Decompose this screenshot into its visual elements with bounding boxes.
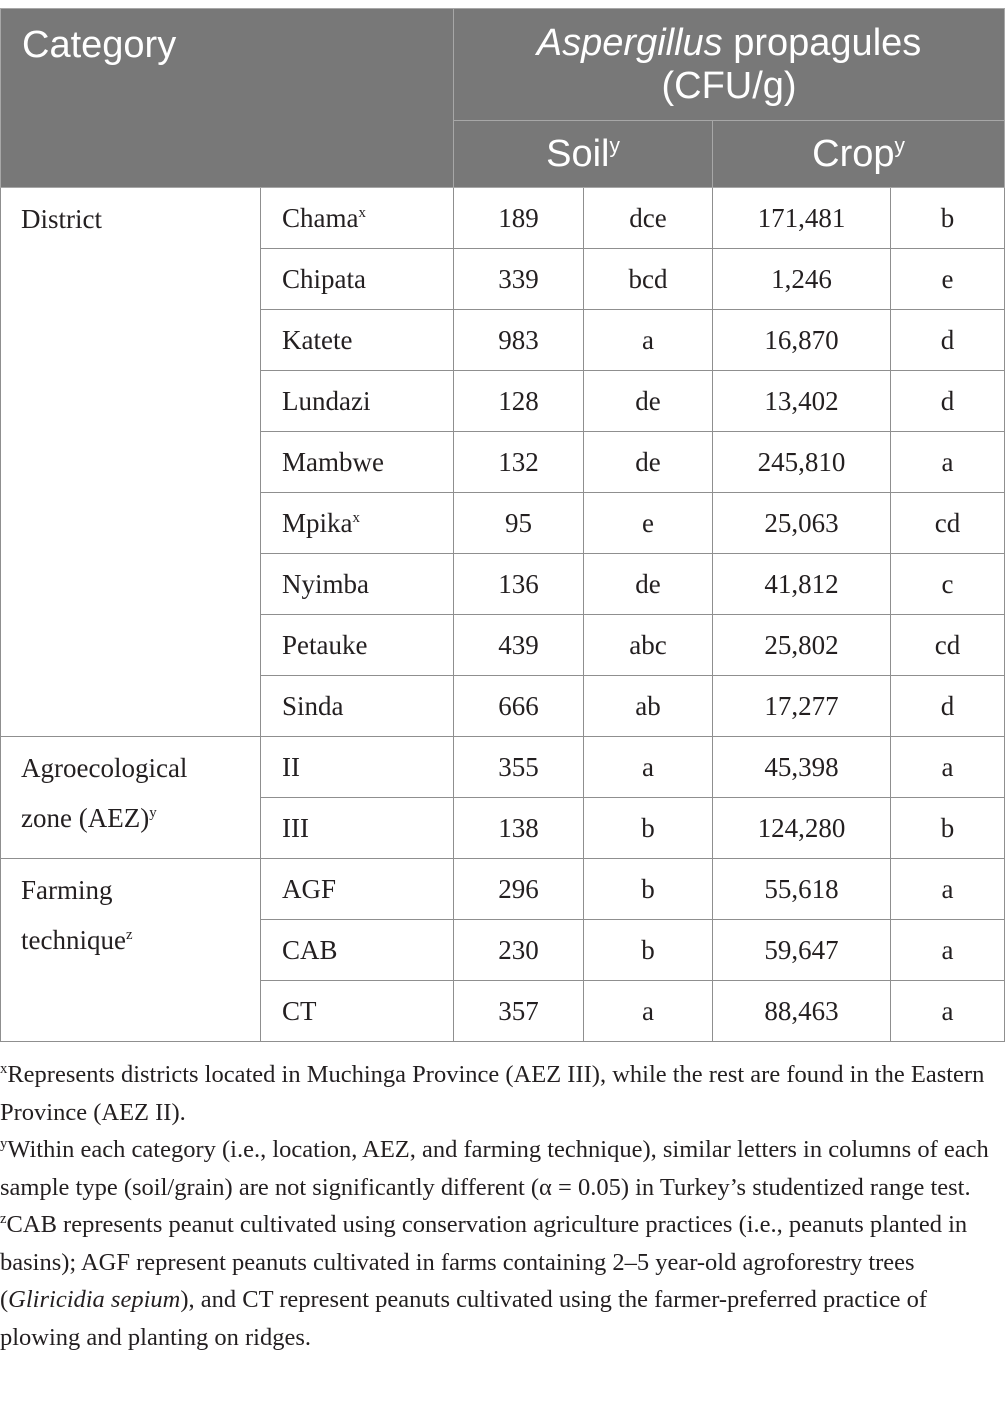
crop-significance-letter: d: [891, 310, 1005, 371]
table-row: [1, 188, 1005, 249]
footnote-marker: z: [0, 1210, 7, 1227]
footnote-marker: x: [352, 509, 360, 526]
row-label: Lundazi: [261, 371, 454, 432]
crop-cfu-value: 124,280: [713, 798, 891, 859]
crop-significance-letter: a: [891, 859, 1005, 920]
row-label: Mambwe: [261, 432, 454, 493]
header-row: [1, 9, 1005, 121]
soil-significance-letter: de: [584, 432, 713, 493]
header-crop-text: Crop: [812, 132, 895, 175]
crop-cfu-value: 45,398: [713, 737, 891, 798]
footnote-z: [0, 1206, 1003, 1356]
crop-cfu-value: 17,277: [713, 676, 891, 737]
crop-significance-letter: b: [891, 798, 1005, 859]
footnote-y: [0, 1131, 1003, 1206]
table-footnotes: [0, 1056, 1003, 1356]
table-row: [1, 859, 1005, 920]
crop-significance-letter: e: [891, 249, 1005, 310]
crop-significance-letter: a: [891, 981, 1005, 1042]
soil-significance-letter: bcd: [584, 249, 713, 310]
data-table: [0, 8, 1005, 1042]
group-label-text: District: [21, 204, 102, 234]
footnote-marker: y: [149, 805, 157, 821]
soil-cfu-value: 983: [454, 310, 584, 371]
group-label-text: Farming technique: [21, 875, 126, 955]
soil-significance-letter: e: [584, 493, 713, 554]
group-label-district: [1, 188, 261, 737]
footnote-marker: x: [358, 204, 366, 221]
soil-significance-letter: b: [584, 798, 713, 859]
soil-cfu-value: 132: [454, 432, 584, 493]
soil-cfu-value: 339: [454, 249, 584, 310]
soil-significance-letter: abc: [584, 615, 713, 676]
soil-cfu-value: 189: [454, 188, 584, 249]
group-label-aez: [1, 737, 261, 859]
row-label: Nyimba: [261, 554, 454, 615]
footnote-text: CAB represents peanut cultivated using conservation agriculture practices (i.e., peanuts planted in basins); AGF represent peanuts cultivated in farms containing 2–5 year-old agroforestry trees (: [0, 1211, 968, 1313]
footnote-species-name: Gliricidia sepium: [8, 1286, 181, 1313]
group-label-text: Agroecological zone (AEZ): [21, 753, 188, 833]
header-measure-text: propagules: [733, 21, 922, 64]
row-label: AGF: [261, 859, 454, 920]
header-soil: [454, 121, 713, 188]
row-label: Katete: [261, 310, 454, 371]
crop-cfu-value: 41,812: [713, 554, 891, 615]
table-container: [0, 8, 1004, 1042]
row-label-text: Chama: [282, 202, 359, 233]
footnote-x: [0, 1056, 1003, 1131]
soil-significance-letter: de: [584, 554, 713, 615]
soil-cfu-value: 296: [454, 859, 584, 920]
footnote-marker: z: [125, 927, 133, 943]
soil-cfu-value: 128: [454, 371, 584, 432]
crop-significance-letter: cd: [891, 615, 1005, 676]
crop-significance-letter: c: [891, 554, 1005, 615]
header-category-text: Category: [22, 24, 177, 66]
table-header: [1, 9, 1005, 188]
footnote-text: ), and CT represent peanuts cultivated using the farmer-preferred practice of plowing and planting on ridges.: [0, 1286, 927, 1351]
soil-cfu-value: 439: [454, 615, 584, 676]
header-unit-text: (CFU/g): [661, 64, 797, 107]
crop-significance-letter: d: [891, 371, 1005, 432]
crop-cfu-value: 25,802: [713, 615, 891, 676]
soil-cfu-value: 355: [454, 737, 584, 798]
crop-cfu-value: 59,647: [713, 920, 891, 981]
row-label-text: Mpika: [282, 507, 353, 538]
crop-cfu-value: 55,618: [713, 859, 891, 920]
header-aspergillus-propagules: [454, 9, 1005, 121]
crop-significance-letter: d: [891, 676, 1005, 737]
soil-significance-letter: de: [584, 371, 713, 432]
footnote-marker: y: [0, 1135, 8, 1152]
header-genus-text: Aspergillus: [536, 21, 723, 64]
soil-significance-letter: a: [584, 737, 713, 798]
soil-cfu-value: 666: [454, 676, 584, 737]
row-label: Chipata: [261, 249, 454, 310]
crop-cfu-value: 1,246: [713, 249, 891, 310]
row-label: III: [261, 798, 454, 859]
row-label: CAB: [261, 920, 454, 981]
soil-significance-letter: a: [584, 310, 713, 371]
footnote-marker: y: [609, 133, 620, 157]
soil-significance-letter: ab: [584, 676, 713, 737]
header-crop: [713, 121, 1005, 188]
row-label: CT: [261, 981, 454, 1042]
header-soil-text: Soil: [546, 132, 610, 175]
soil-cfu-value: 138: [454, 798, 584, 859]
crop-significance-letter: cd: [891, 493, 1005, 554]
crop-cfu-value: 245,810: [713, 432, 891, 493]
crop-significance-letter: a: [891, 920, 1005, 981]
footnote-text: Within each category (i.e., location, AEZ, and farming technique), similar letters in columns of each sample type (soil/grain) are not significantly different (α = 0.05) in Turkey’s studentized range test.: [0, 1136, 989, 1201]
soil-significance-letter: a: [584, 981, 713, 1042]
crop-cfu-value: 171,481: [713, 188, 891, 249]
footnote-text: Represents districts located in Muchinga Province (AEZ III), while the rest are found in the Eastern Province (AEZ II).: [0, 1061, 985, 1126]
soil-cfu-value: 136: [454, 554, 584, 615]
row-label: [261, 188, 454, 249]
soil-cfu-value: 95: [454, 493, 584, 554]
soil-cfu-value: 357: [454, 981, 584, 1042]
footnote-marker: y: [894, 133, 905, 157]
crop-significance-letter: a: [891, 737, 1005, 798]
crop-cfu-value: 13,402: [713, 371, 891, 432]
row-label: Sinda: [261, 676, 454, 737]
crop-cfu-value: 88,463: [713, 981, 891, 1042]
crop-significance-letter: a: [891, 432, 1005, 493]
crop-significance-letter: b: [891, 188, 1005, 249]
soil-significance-letter: b: [584, 920, 713, 981]
row-label: Petauke: [261, 615, 454, 676]
soil-significance-letter: b: [584, 859, 713, 920]
table-row: [1, 737, 1005, 798]
table-body: [1, 188, 1005, 1042]
group-label-farming-technique: [1, 859, 261, 1042]
crop-cfu-value: 25,063: [713, 493, 891, 554]
soil-significance-letter: dce: [584, 188, 713, 249]
row-label: [261, 493, 454, 554]
soil-cfu-value: 230: [454, 920, 584, 981]
row-label: II: [261, 737, 454, 798]
footnote-marker: x: [0, 1060, 8, 1077]
header-category: [1, 9, 454, 188]
crop-cfu-value: 16,870: [713, 310, 891, 371]
